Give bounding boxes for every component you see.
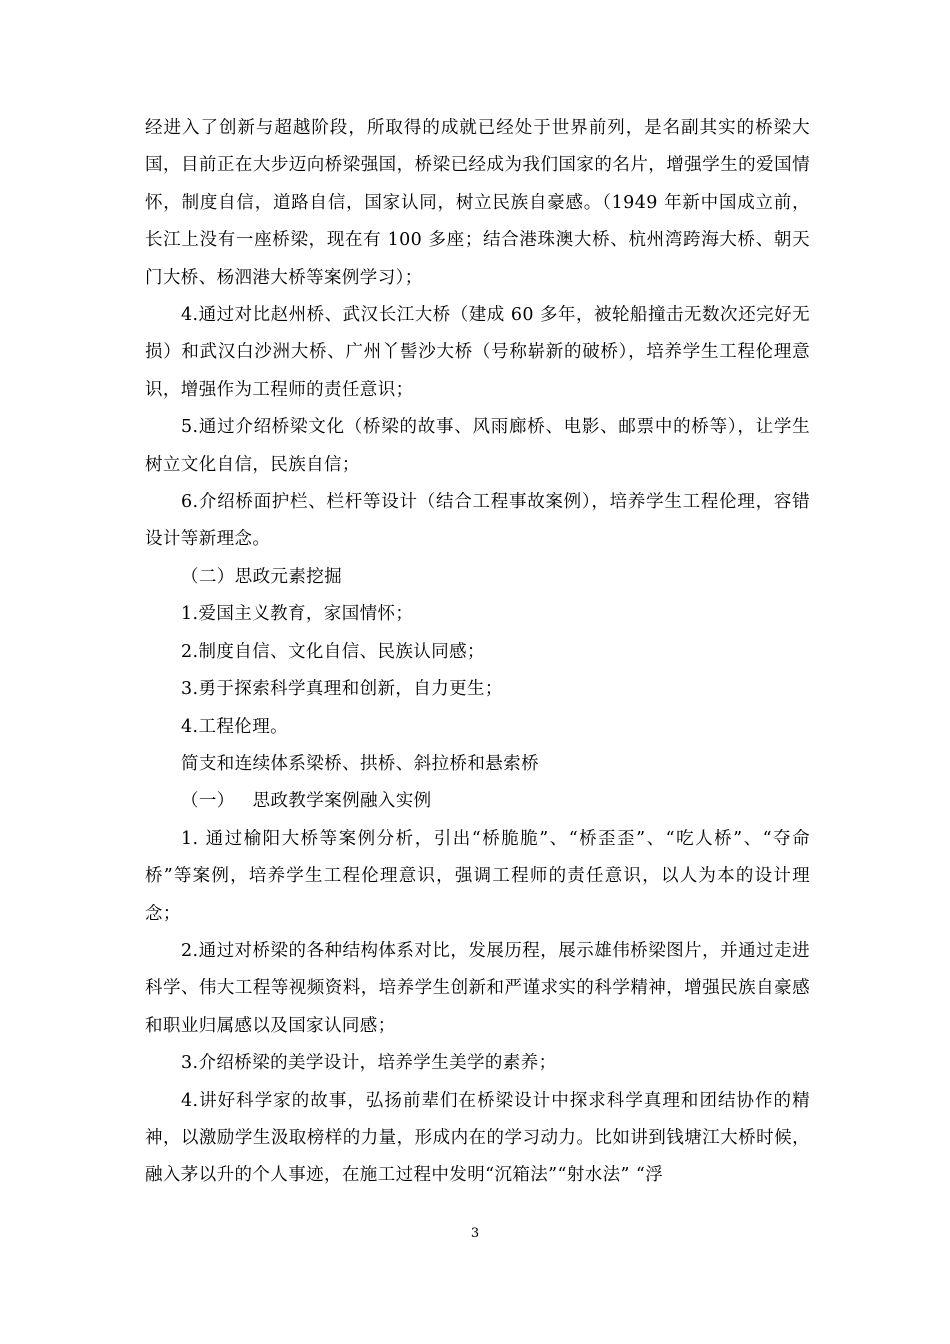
case-item-4: 4.讲好科学家的故事，弘扬前辈们在桥梁设计中探求科学真理和团结协作的精神，以激励学生汲取榜样的力量，形成内在的学习动力。比如讲到钱塘江大桥时候，融入茅以升的个人事迹，在施工过程中发明“沉箱法”“射水法” “浮: [145, 1090, 810, 1186]
chapter-heading: 简支和连续体系梁桥、拱桥、斜拉桥和悬索桥: [181, 753, 539, 774]
list-item-4: 4.工程伦理。: [181, 716, 288, 737]
section-heading-2: （二）思政元素挖掘: [181, 566, 343, 587]
page-number: 3: [470, 1226, 480, 1241]
paragraph-item-5: 5.通过介绍桥梁文化（桥梁的故事、风雨廊桥、电影、邮票中的桥等），让学生树立文化自信，民族自信；: [145, 417, 810, 475]
section-heading-1: （一） 思政教学案例融入实例: [181, 791, 432, 812]
case-item-2: 2.通过对桥梁的各种结构体系对比，发展历程，展示雄伟桥梁图片，并通过走进科学、伟大工程等视频资料，培养学生创新和严谨求实的科学精神，增强民族自豪感和职业归属感以及国家认同感；: [145, 940, 810, 1036]
paragraph-item-4: 4.通过对比赵州桥、武汉长江大桥（建成 60 多年，被轮船撞击无数次还完好无损）和武汉白沙洲大桥、广州丫髻沙大桥（号称崭新的破桥），培养学生工程伦理意识，增强作为工程师的责任意识；: [145, 305, 810, 400]
list-item-2: 2.制度自信、文化自信、民族认同感；: [181, 641, 485, 662]
paragraph-continuation: 经进入了创新与超越阶段，所取得的成就已经处于世界前列，是名副其实的桥梁大国，目前正在大步迈向桥梁强国，桥梁已经成为我们国家的名片，增强学生的爱国情怀，制度自信，道路自信，国家认同，树立民族自豪感。（1949 年新中国成立前，长江上没有一座桥梁，现在有 100 多座；结合港珠澳大桥、杭州湾跨海大桥、朝天门大桥、杨泗港大桥等案例学习）；: [145, 118, 810, 288]
case-item-3: 3.介绍桥梁的美学设计，培养学生美学的素养；: [181, 1053, 557, 1074]
body-text: [145, 110, 810, 1195]
case-item-1: 1. 通过榆阳大桥等案例分析，引出“桥脆脆”、“桥歪歪”、“吃人桥”、“夺命桥”等案例，培养学生工程伦理意识，强调工程师的责任意识，以人为本的设计理念；: [145, 828, 810, 924]
list-item-3: 3.勇于探索科学真理和创新，自力更生；: [181, 679, 503, 700]
paragraph-item-6: 6.介绍桥面护栏、栏杆等设计（结合工程事故案例），培养学生工程伦理，容错设计等新理念。: [145, 492, 810, 550]
list-item-1: 1.爱国主义教育，家国情怀；: [181, 604, 414, 625]
